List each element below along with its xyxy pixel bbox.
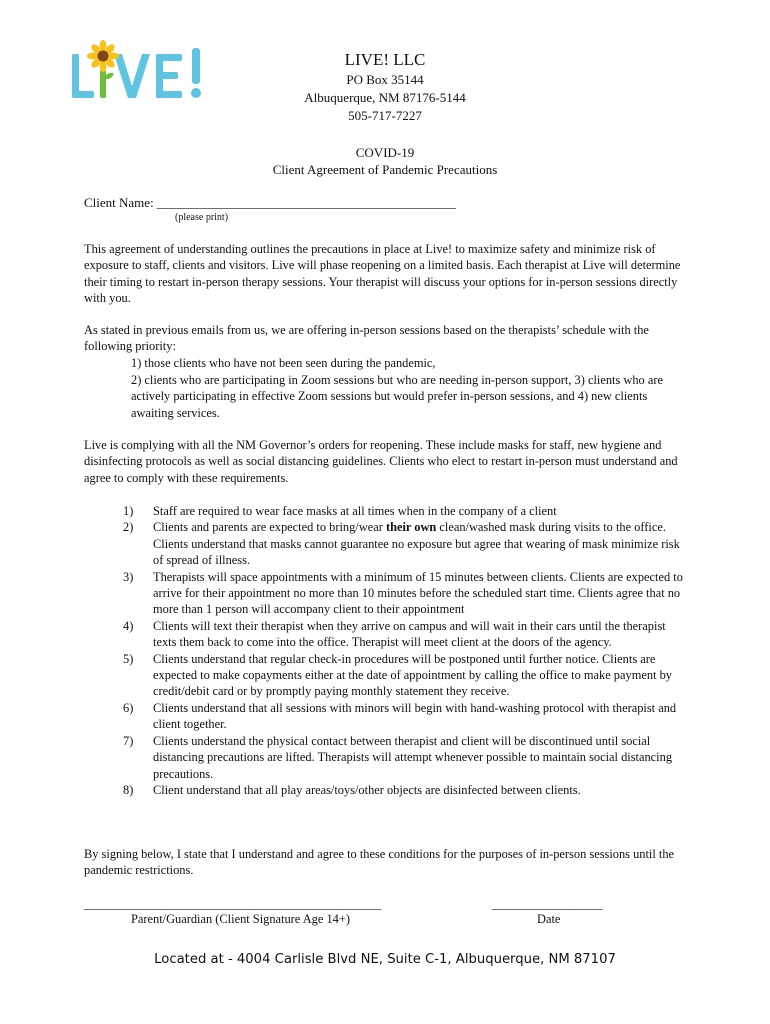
date-line[interactable]: ____________________	[492, 897, 602, 911]
requirement-text: Therapists will space appointments with a minimum of 15 minutes between clients. Clients are expected to arrive for their appointment no more than 10 minutes before the scheduled start time. Clients agree that no more than 1 person will accompany client to their appointment	[153, 569, 683, 617]
intro-paragraph: This agreement of understanding outlines the precautions in place at Live! to maximize safety and minimize risk of exposure to staff, clients and visitors. Live will phase reopening on a limited basis. Each therapist at Live will determine their timing to restart in-person therapy sessions. Your therapist will discuss your options for in-person sessions directly with you.	[84, 242, 681, 306]
footer-address: Located at - 4004 Carlisle Blvd NE, Suite C-1, Albuquerque, NM 87107	[154, 952, 616, 967]
requirement-text: Staff are required to wear face masks at all times when in the company of a client	[153, 504, 557, 518]
requirement-text: Clients will text their therapist when they arrive on campus and will wait in their cars until the therapist texts them back to come into the office. Therapist will meet client at the doors of the agency.	[153, 618, 666, 650]
requirement-item	[123, 503, 685, 519]
requirement-item	[123, 519, 685, 568]
requirement-number: 5)	[123, 651, 134, 666]
priority-item-2: 2) clients who are participating in Zoom sessions but who are needing in-person support, 3) clients who are actively participating in effective Zoom sessions but would prefer in-person sessions, and 4) new clients awaiting services.	[131, 373, 663, 420]
priority-item-1: 1) those clients who have not been seen during the pandemic,	[131, 356, 436, 370]
signature-label: Parent/Guardian (Client Signature Age 14+)	[131, 912, 350, 926]
requirement-emphasis: their own	[385, 520, 437, 535]
requirement-number: 6)	[123, 700, 134, 715]
requirement-item	[123, 733, 685, 782]
requirement-text: Clients understand the physical contact between therapist and client will be discontinued until social distancing precautions are lifted. Therapists will attempt whenever possible to maintain social distancing precautions.	[153, 733, 673, 781]
requirement-text: Clients understand that all sessions with minors will begin with hand-washing protocol with therapist and client together.	[153, 700, 677, 732]
signature-line[interactable]: ______________________________________________________	[84, 897, 381, 911]
requirement-number: 8)	[123, 782, 134, 797]
document-title: COVID-19	[355, 145, 415, 160]
requirement-item	[123, 651, 685, 700]
closing-paragraph: By signing below, I state that I understand and agree to these conditions for the purposes of in-person sessions until the pandemic restrictions.	[84, 847, 675, 878]
requirement-text-start: Clients and parents are expected to bring/wear	[153, 520, 386, 535]
requirement-item	[123, 618, 685, 651]
requirement-item	[123, 700, 685, 733]
document-subtitle: Client Agreement of Pandemic Precautions	[272, 162, 498, 177]
address-line-2: Albuquerque, NM 87176-5144	[304, 90, 466, 105]
requirement-number: 1)	[123, 504, 134, 518]
requirement-number: 7)	[123, 733, 134, 748]
address-line-1: PO Box 35144	[346, 72, 424, 87]
requirement-text: Clients understand that regular check-in procedures will be postponed until further notice. Clients are expected to make copayments either at the date of appointment by calling the office to make payment by credit/debit card or by promptly paying monthly statement they receive.	[153, 651, 672, 699]
phone-number: 505-717-7227	[348, 108, 422, 123]
client-name-field[interactable]: Client Name: ______________________________________________	[84, 195, 456, 210]
compliance-paragraph: Live is complying with all the NM Governor’s orders for reopening. These include masks for staff, new hygiene and disinfecting protocols as well as social distancing guidelines. Clients who elect to restart in-person must understand and agree to comply with these requirements.	[84, 438, 678, 485]
requirement-item	[123, 569, 685, 618]
requirement-number: 4)	[123, 618, 134, 633]
requirement-item	[123, 782, 685, 798]
requirement-number: 2)	[123, 520, 134, 535]
requirements-list	[123, 503, 685, 798]
requirement-text: Client understand that all play areas/toys/other objects are disinfected between clients.	[153, 782, 581, 797]
priority-intro-paragraph: As stated in previous emails from us, we are offering in-person sessions based on the therapists’ schedule with the following priority:	[84, 323, 649, 354]
requirement-number: 3)	[123, 569, 134, 584]
org-name: LIVE! LLC	[344, 50, 426, 69]
date-label: Date	[537, 912, 561, 926]
client-name-hint: (please print)	[175, 212, 229, 223]
requirement-text-end: clean/washed mask during visits to the office. Clients understand that masks cannot guarantee no exposure but agree that wearing of mask minimize risk of spread of illness.	[153, 520, 680, 568]
